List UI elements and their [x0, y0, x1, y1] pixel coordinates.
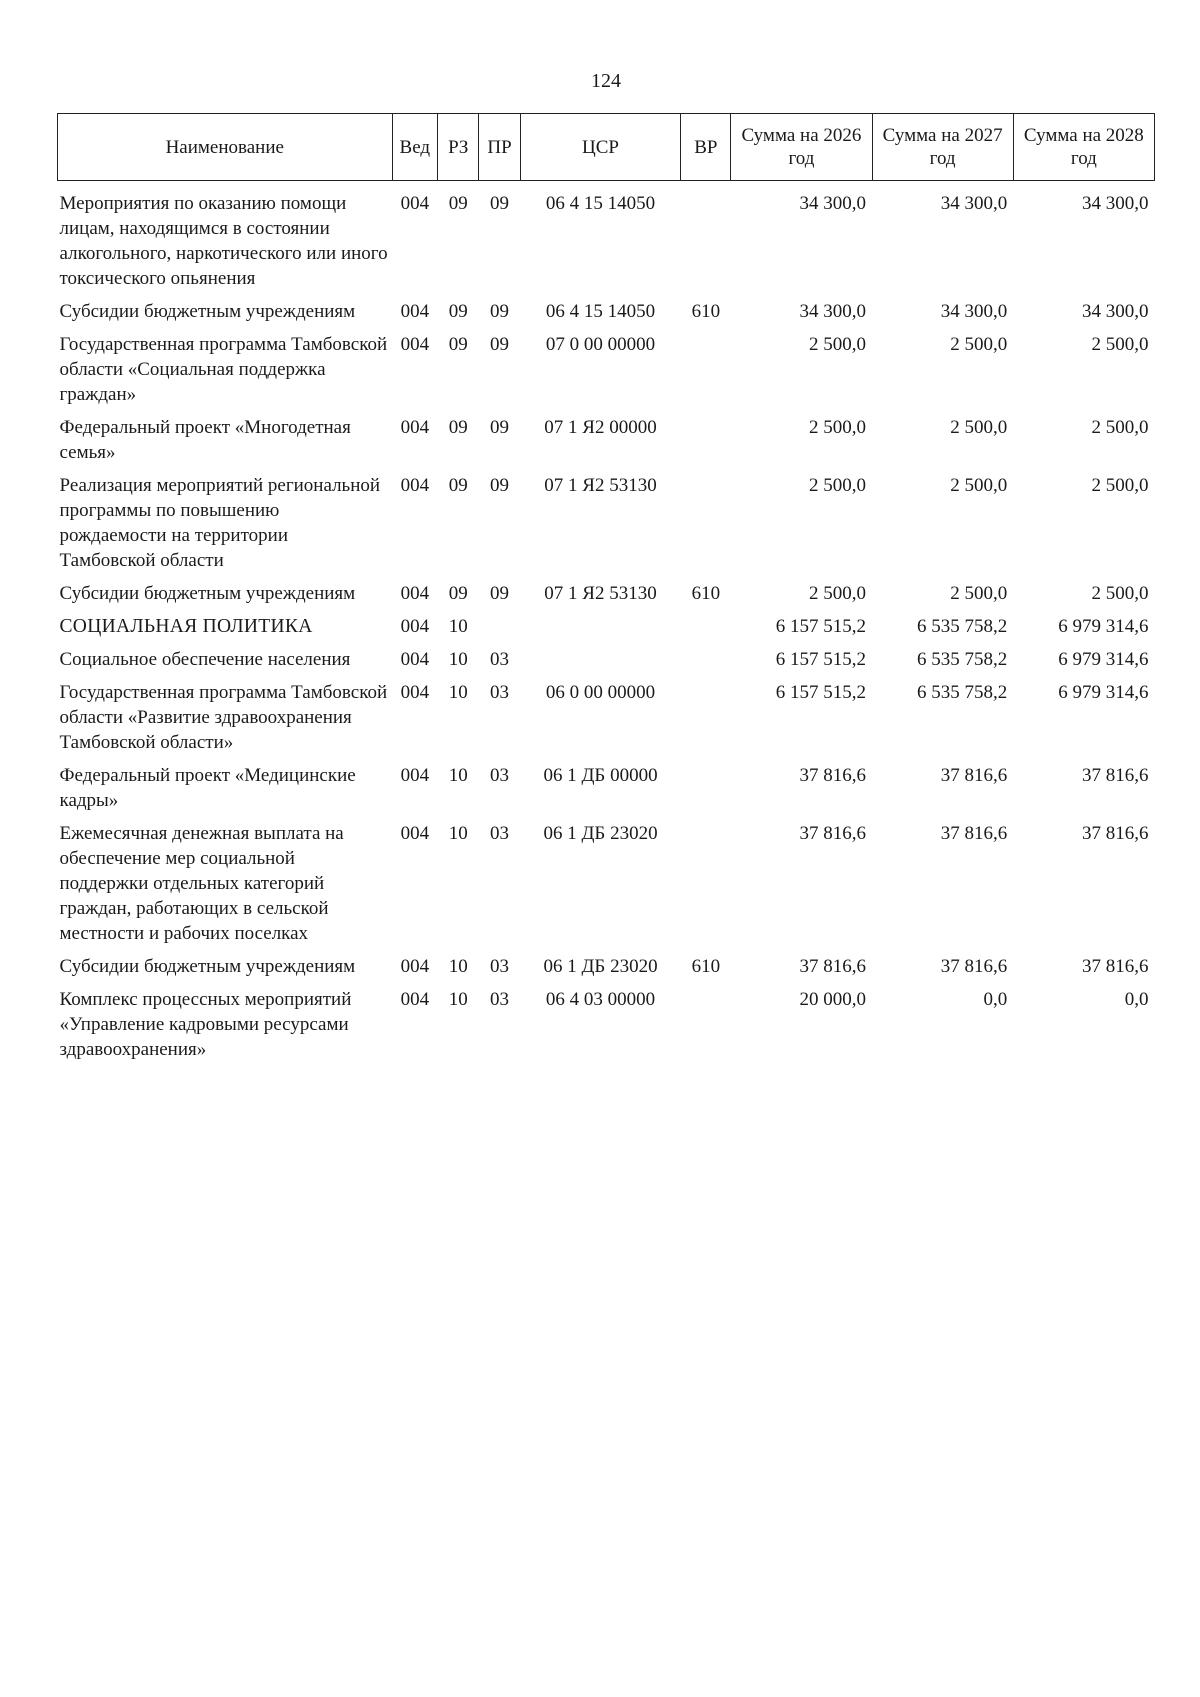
page-number: 124 — [591, 70, 621, 92]
cell-ved: 004 — [400, 301, 430, 322]
cell-vr — [681, 181, 731, 300]
cell-sum-2026: 37 816,6 — [799, 765, 867, 786]
table-row — [58, 987, 1155, 1070]
table-row — [58, 332, 1155, 415]
cell-sum-2026: 2 500,0 — [809, 417, 867, 438]
cell-vr — [681, 647, 731, 680]
table-row — [58, 763, 1155, 821]
cell-name: Государственная программа Тамбовской области «Развитие здравоохранения Тамбовской области» — [59, 682, 388, 753]
header-ved: Вед — [392, 114, 438, 181]
cell-ved: 004 — [400, 765, 430, 786]
cell-pr: 09 — [490, 301, 510, 322]
cell-csr — [520, 614, 681, 647]
cell-name: Реализация мероприятий региональной программы по повышению рождаемости на территории Тамбовской области — [59, 475, 381, 571]
cell-sum-2028: 34 300,0 — [1082, 301, 1149, 322]
cell-sum-2027: 2 500,0 — [950, 583, 1008, 604]
cell-vr — [681, 614, 731, 647]
cell-sum-2028: 2 500,0 — [1091, 417, 1149, 438]
cell-sum-2026: 20 000,0 — [799, 989, 867, 1010]
cell-name: Федеральный проект «Многодетная семья» — [59, 417, 351, 463]
cell-name: Мероприятия по оказанию помощи лицам, находящимся в состоянии алкогольного, наркотического или иного токсического опьянения — [59, 193, 388, 289]
cell-rz: 10 — [448, 956, 468, 977]
cell-vr: 610 — [691, 301, 721, 322]
cell-ved: 004 — [400, 989, 430, 1010]
table-row — [58, 614, 1155, 647]
cell-csr: 07 1 Я2 53130 — [544, 475, 657, 496]
cell-vr — [681, 987, 731, 1070]
cell-name: Субсидии бюджетным учреждениям — [59, 583, 356, 604]
table-row — [58, 473, 1155, 581]
cell-pr: 09 — [490, 417, 510, 438]
cell-sum-2027: 37 816,6 — [940, 956, 1008, 977]
cell-csr: 06 1 ДБ 23020 — [543, 956, 658, 977]
cell-sum-2028: 37 816,6 — [1082, 823, 1149, 844]
cell-sum-2026: 6 157 515,2 — [775, 682, 867, 703]
cell-name: Федеральный проект «Медицинские кадры» — [59, 765, 356, 811]
cell-ved: 004 — [400, 417, 430, 438]
cell-csr: 07 1 Я2 53130 — [544, 583, 657, 604]
cell-sum-2028: 37 816,6 — [1082, 956, 1149, 977]
table-row — [58, 299, 1155, 332]
table-row — [58, 647, 1155, 680]
cell-name: Государственная программа Тамбовской области «Социальная поддержка граждан» — [59, 334, 388, 405]
header-sum-2027: Сумма на 2027 год — [872, 114, 1013, 181]
header-sum-2028: Сумма на 2028 год — [1013, 114, 1154, 181]
cell-sum-2028: 6 979 314,6 — [1058, 682, 1149, 703]
cell-rz: 09 — [448, 301, 468, 322]
cell-sum-2026: 37 816,6 — [799, 823, 867, 844]
cell-name: Субсидии бюджетным учреждениям — [59, 301, 356, 322]
header-sum-2026: Сумма на 2026 год — [731, 114, 872, 181]
cell-sum-2028: 0,0 — [1124, 989, 1149, 1010]
cell-vr — [681, 680, 731, 763]
cell-sum-2026: 34 300,0 — [799, 193, 867, 214]
table-row — [58, 181, 1155, 300]
cell-rz: 10 — [448, 616, 468, 637]
cell-sum-2027: 37 816,6 — [940, 765, 1008, 786]
cell-csr: 07 0 00 00000 — [545, 334, 656, 355]
cell-sum-2027: 2 500,0 — [950, 475, 1008, 496]
cell-pr: 03 — [490, 989, 510, 1010]
cell-ved: 004 — [400, 649, 430, 670]
cell-name: Комплекс процессных мероприятий «Управление кадровыми ресурсами здравоохранения» — [59, 989, 352, 1060]
cell-sum-2027: 2 500,0 — [950, 334, 1008, 355]
cell-sum-2028: 2 500,0 — [1091, 583, 1149, 604]
header-rz: РЗ — [438, 114, 479, 181]
cell-pr: 03 — [490, 956, 510, 977]
cell-sum-2027: 0,0 — [983, 989, 1008, 1010]
cell-rz: 09 — [448, 583, 468, 604]
table-header-row — [58, 114, 1155, 181]
cell-sum-2026: 2 500,0 — [809, 583, 867, 604]
cell-csr: 06 0 00 00000 — [545, 682, 656, 703]
cell-sum-2027: 6 535 758,2 — [916, 682, 1008, 703]
table-row — [58, 581, 1155, 614]
cell-sum-2028: 2 500,0 — [1091, 475, 1149, 496]
cell-vr: 610 — [691, 583, 721, 604]
cell-ved: 004 — [400, 682, 430, 703]
cell-csr: 06 4 15 14050 — [545, 193, 656, 214]
cell-rz: 10 — [448, 649, 468, 670]
cell-csr: 06 1 ДБ 23020 — [543, 823, 658, 844]
cell-sum-2027: 6 535 758,2 — [916, 649, 1008, 670]
cell-rz: 09 — [448, 417, 468, 438]
cell-rz: 10 — [448, 823, 468, 844]
table-row — [58, 821, 1155, 954]
cell-ved: 004 — [400, 616, 430, 637]
cell-sum-2028: 6 979 314,6 — [1058, 616, 1149, 637]
cell-rz: 09 — [448, 475, 468, 496]
cell-rz: 10 — [448, 682, 468, 703]
cell-ved: 004 — [400, 193, 430, 214]
cell-sum-2026: 2 500,0 — [809, 475, 867, 496]
cell-csr — [520, 647, 681, 680]
table-row — [58, 954, 1155, 987]
cell-name: Ежемесячная денежная выплата на обеспечение мер социальной поддержки отдельных категорий граждан, работающих в сельской местности и рабочих поселках — [59, 823, 344, 944]
table-row — [58, 680, 1155, 763]
cell-pr: 03 — [490, 682, 510, 703]
cell-sum-2028: 34 300,0 — [1082, 193, 1149, 214]
cell-vr — [681, 415, 731, 473]
cell-name: Социальное обеспечение населения — [59, 649, 351, 670]
cell-pr: 03 — [490, 823, 510, 844]
cell-pr: 03 — [490, 649, 510, 670]
cell-csr: 06 4 03 00000 — [545, 989, 656, 1010]
header-vr: ВР — [681, 114, 731, 181]
header-name: Наименование — [58, 114, 393, 181]
cell-sum-2028: 2 500,0 — [1091, 334, 1149, 355]
cell-sum-2026: 37 816,6 — [799, 956, 867, 977]
header-pr: ПР — [479, 114, 520, 181]
cell-sum-2028: 37 816,6 — [1082, 765, 1149, 786]
cell-sum-2027: 34 300,0 — [940, 193, 1008, 214]
cell-vr — [681, 763, 731, 821]
cell-pr: 09 — [490, 334, 510, 355]
cell-sum-2026: 6 157 515,2 — [775, 649, 867, 670]
cell-name: Субсидии бюджетным учреждениям — [59, 956, 356, 977]
cell-rz: 10 — [448, 765, 468, 786]
cell-pr — [479, 614, 520, 647]
cell-ved: 004 — [400, 823, 430, 844]
cell-vr: 610 — [691, 956, 721, 977]
cell-csr: 07 1 Я2 00000 — [544, 417, 657, 438]
cell-pr: 09 — [490, 193, 510, 214]
cell-ved: 004 — [400, 475, 430, 496]
cell-sum-2027: 6 535 758,2 — [916, 616, 1008, 637]
cell-sum-2026: 6 157 515,2 — [775, 616, 867, 637]
cell-pr: 03 — [490, 765, 510, 786]
cell-ved: 004 — [400, 334, 430, 355]
cell-sum-2027: 2 500,0 — [950, 417, 1008, 438]
cell-rz: 09 — [448, 334, 468, 355]
cell-sum-2027: 37 816,6 — [940, 823, 1008, 844]
cell-vr — [681, 473, 731, 581]
cell-vr — [681, 332, 731, 415]
table-body — [58, 181, 1155, 1071]
cell-sum-2027: 34 300,0 — [940, 301, 1008, 322]
cell-ved: 004 — [400, 956, 430, 977]
cell-vr — [681, 821, 731, 954]
cell-ved: 004 — [400, 583, 430, 604]
cell-pr: 09 — [490, 475, 510, 496]
cell-rz: 09 — [448, 193, 468, 214]
table-row — [58, 415, 1155, 473]
cell-csr: 06 1 ДБ 00000 — [543, 765, 658, 786]
header-csr: ЦСР — [520, 114, 681, 181]
cell-rz: 10 — [448, 989, 468, 1010]
budget-table — [57, 113, 1155, 1070]
cell-csr: 06 4 15 14050 — [545, 301, 656, 322]
cell-sum-2028: 6 979 314,6 — [1058, 649, 1149, 670]
cell-name: СОЦИАЛЬНАЯ ПОЛИТИКА — [59, 616, 313, 637]
cell-sum-2026: 34 300,0 — [799, 301, 867, 322]
cell-pr: 09 — [490, 583, 510, 604]
cell-sum-2026: 2 500,0 — [809, 334, 867, 355]
